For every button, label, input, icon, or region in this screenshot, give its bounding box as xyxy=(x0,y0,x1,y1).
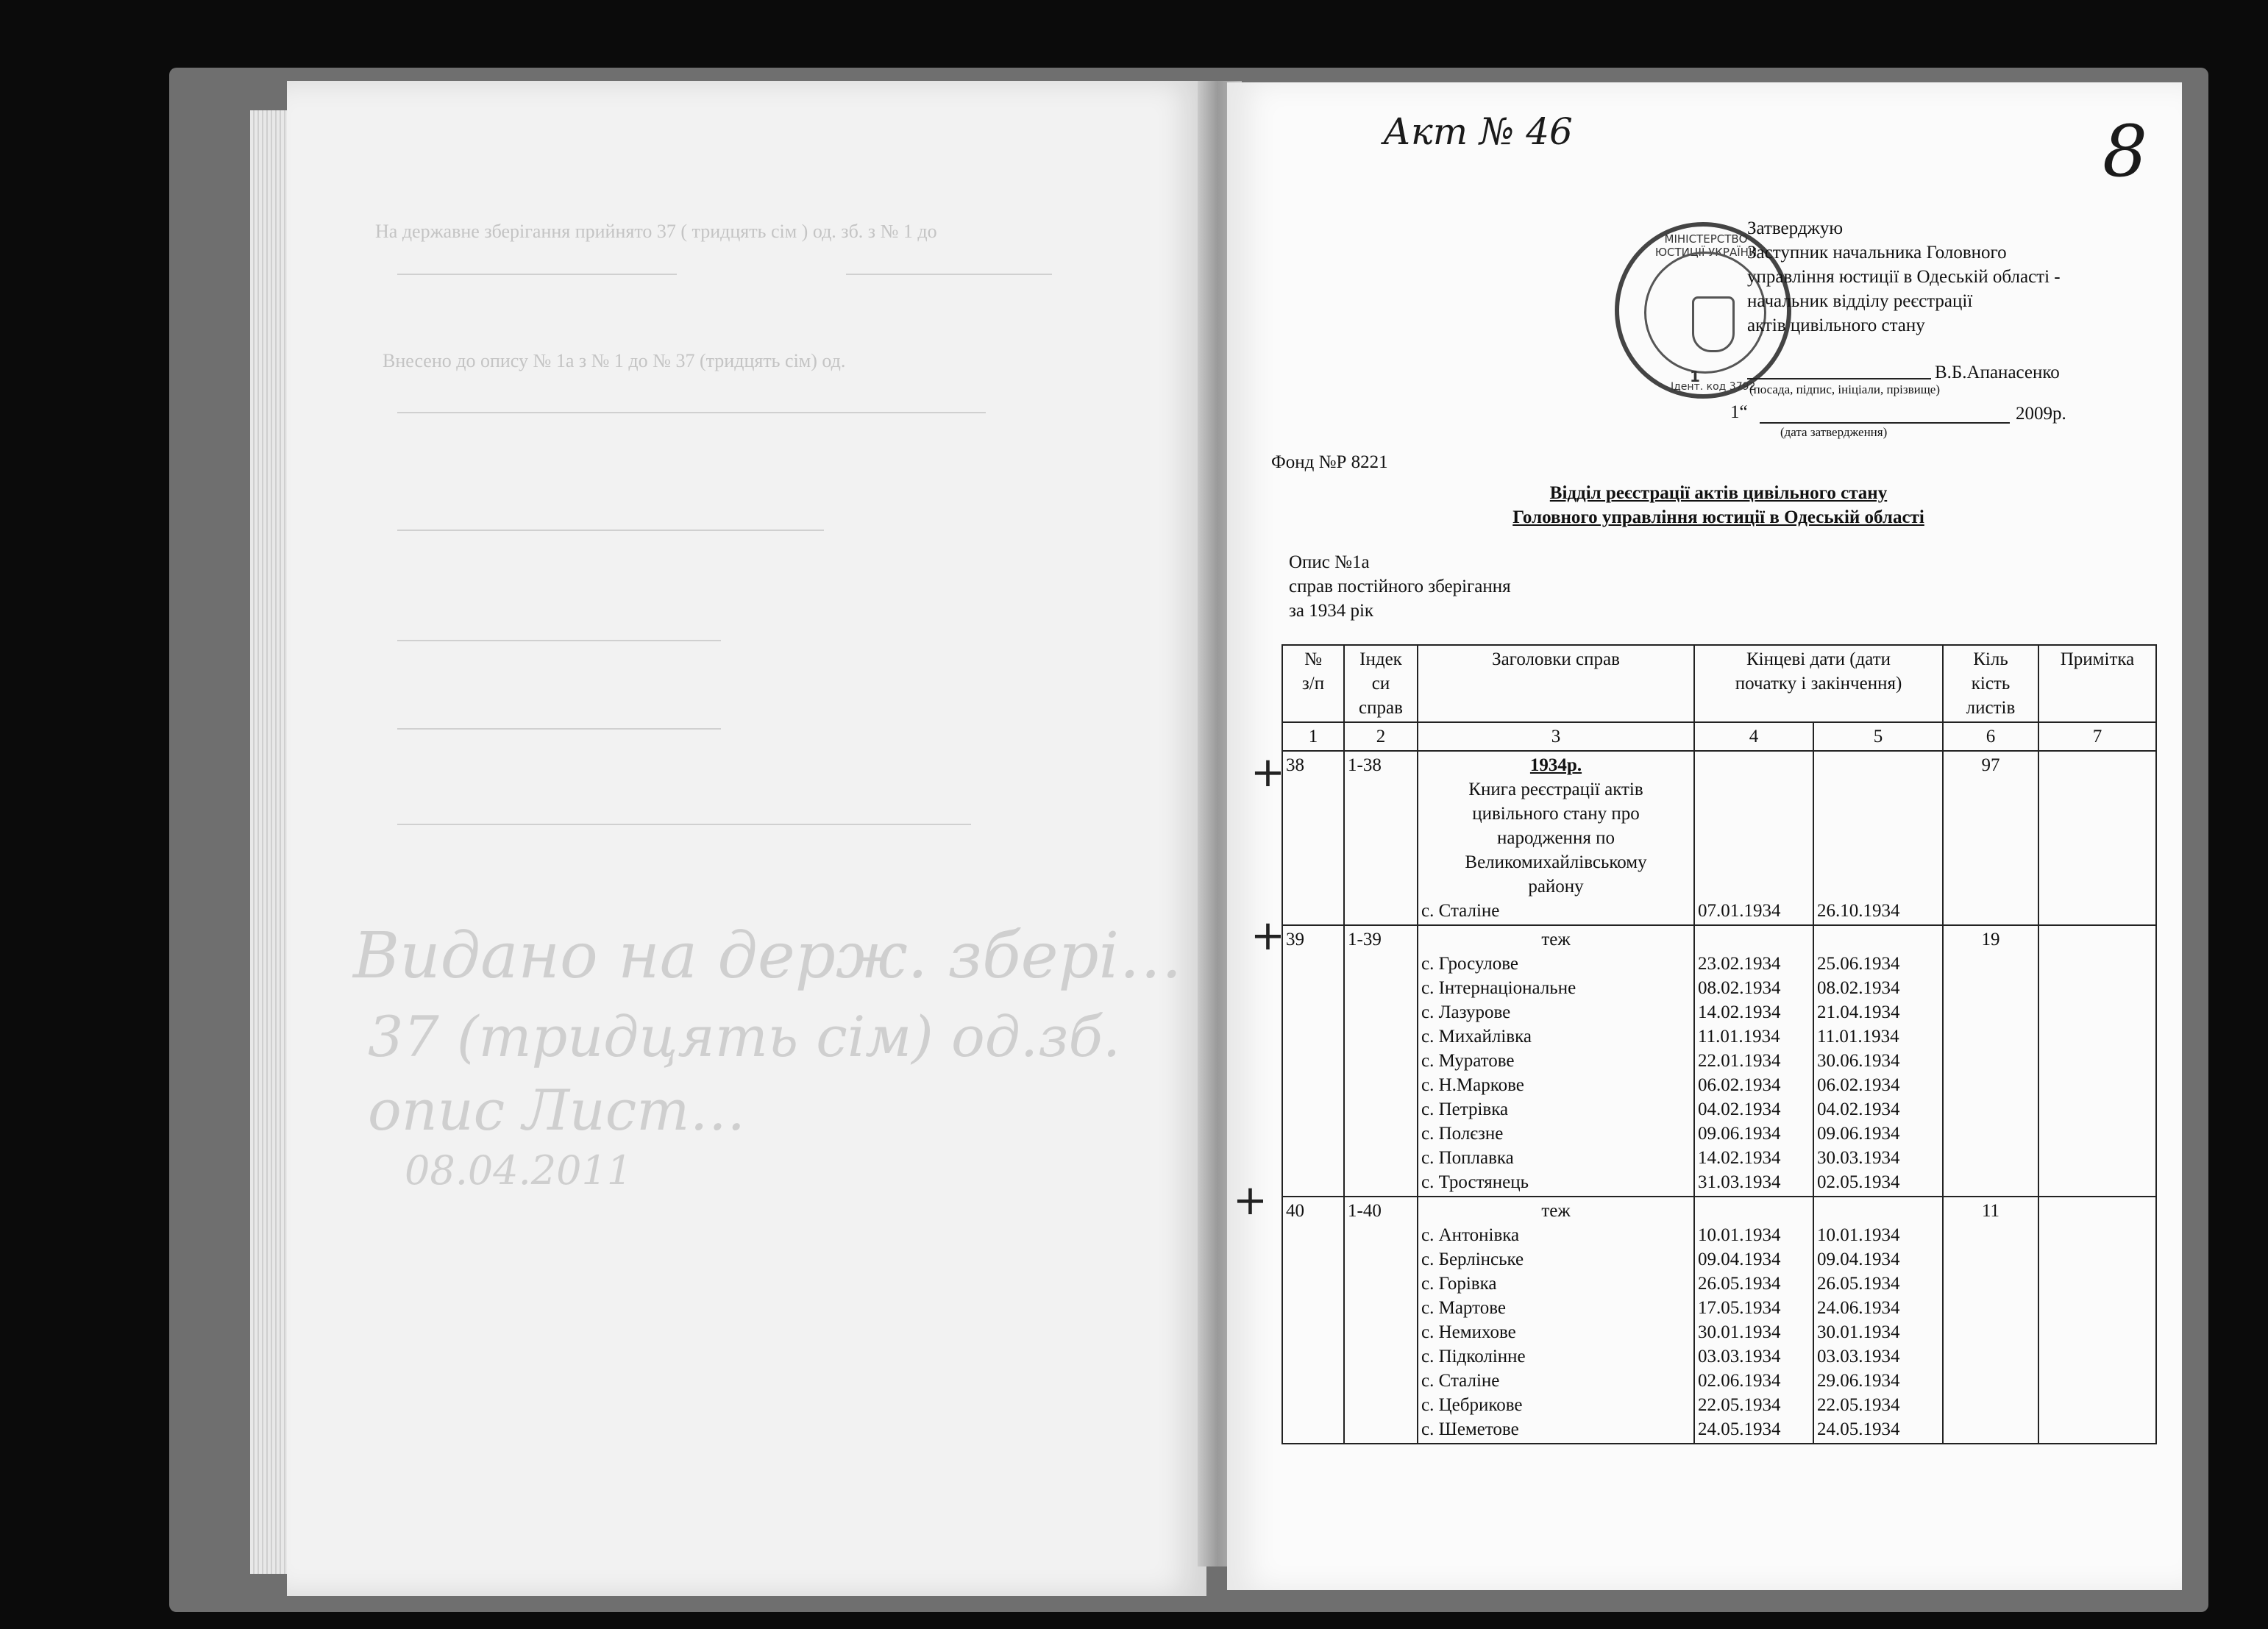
end-date xyxy=(1813,751,1943,925)
faint-rule xyxy=(397,728,721,730)
case-title xyxy=(1418,1197,1694,1444)
approval-line-2: Заступник начальника Головного xyxy=(1747,243,2007,263)
end-date-value: 26.05.1934 xyxy=(1817,1274,1900,1294)
start-date-value: 22.01.1934 xyxy=(1698,1051,1781,1071)
opis-year: за 1934 рік xyxy=(1289,601,1374,621)
table-row xyxy=(1282,925,2156,1197)
sheet-count: 97 xyxy=(1943,751,2038,925)
handwritten-page-number: 8 xyxy=(2102,110,2148,193)
case-year: 1934р. xyxy=(1529,755,1582,775)
margin-check-mark: + xyxy=(1251,749,1285,796)
header-index-line: Індек xyxy=(1359,649,1402,669)
column-number: 1 xyxy=(1282,722,1344,751)
header-index-line: справ xyxy=(1359,698,1403,718)
sheet-count: 19 xyxy=(1943,925,2038,1197)
left-page xyxy=(287,81,1206,1596)
header-sheets-line: кість xyxy=(1971,674,2011,694)
department-title-1: Відділ реєстрації актів цивільного стану xyxy=(1549,483,1888,503)
department-title-2: Головного управління юстиції в Одеській області xyxy=(1512,507,1924,527)
header-sheets-line: листів xyxy=(1966,698,2016,718)
start-date-value: 31.03.1934 xyxy=(1698,1172,1781,1192)
start-date-value: 06.02.1934 xyxy=(1698,1075,1781,1095)
start-date-value: 26.05.1934 xyxy=(1698,1274,1781,1294)
case-title-line: району xyxy=(1528,877,1584,897)
case-title-line: теж xyxy=(1541,1201,1571,1221)
start-date-value: 04.02.1934 xyxy=(1698,1099,1781,1119)
end-date-value: 04.02.1934 xyxy=(1817,1099,1900,1119)
start-date xyxy=(1694,925,1813,1197)
village-name: с. Муратове xyxy=(1421,1051,1515,1071)
approval-line-3: управління юстиції в Одеській області - xyxy=(1747,267,2061,287)
end-date-value: 30.01.1934 xyxy=(1817,1322,1900,1342)
faint-rule xyxy=(397,824,971,825)
opis-number: Опис №1а xyxy=(1289,552,1370,572)
header-title: Заголовки справ xyxy=(1418,645,1694,722)
faint-handwriting-3: опис Лист… xyxy=(368,1077,746,1143)
end-date-value: 30.03.1934 xyxy=(1817,1148,1900,1168)
table-header-row xyxy=(1282,645,2156,722)
start-date-value: 10.01.1934 xyxy=(1698,1225,1781,1245)
start-date-value: 17.05.1934 xyxy=(1698,1298,1781,1318)
approver-name: В.Б.Апанасенко xyxy=(1935,363,2060,382)
start-date-value: 14.02.1934 xyxy=(1698,1002,1781,1022)
case-note xyxy=(2038,925,2156,1197)
faint-handwriting-4: 08.04.2011 xyxy=(405,1147,633,1194)
fond-number: Фонд №Р 8221 xyxy=(1271,452,1388,472)
end-date-value: 03.03.1934 xyxy=(1817,1347,1900,1366)
header-sheets-line: Кіль xyxy=(1973,649,2008,669)
header-dates xyxy=(1694,645,1943,722)
case-title-line: Книга реєстрації актів xyxy=(1468,780,1643,799)
end-date-value: 08.02.1934 xyxy=(1817,978,1900,998)
village-name: с. Шеметове xyxy=(1421,1419,1519,1439)
faint-rule xyxy=(397,412,986,413)
start-date-value: 22.05.1934 xyxy=(1698,1395,1781,1415)
column-number-row xyxy=(1282,722,2156,751)
case-note xyxy=(2038,1197,2156,1444)
seal-code: Ідент. код 3792 xyxy=(1671,381,1756,393)
end-date-value: 11.01.1934 xyxy=(1817,1027,1899,1047)
end-date-value: 24.05.1934 xyxy=(1817,1419,1900,1439)
header-dates-line: Кінцеві дати (дати xyxy=(1746,649,1891,669)
seal-number: 1 xyxy=(1690,368,1700,385)
case-number: 39 xyxy=(1282,925,1344,1197)
end-date-value: 09.06.1934 xyxy=(1817,1124,1900,1144)
village-name: с. Полєзне xyxy=(1421,1124,1504,1144)
start-date-value: 24.05.1934 xyxy=(1698,1419,1781,1439)
case-note xyxy=(2038,751,2156,925)
table-row xyxy=(1282,1197,2156,1444)
village-name: с. Михайлівка xyxy=(1421,1027,1532,1047)
approval-line-4: начальник відділу реєстрації xyxy=(1747,291,1973,311)
header-note: Примітка xyxy=(2038,645,2156,722)
case-index: 1-39 xyxy=(1344,925,1418,1197)
column-number: 3 xyxy=(1418,722,1694,751)
village-name: с. Тростянець xyxy=(1421,1172,1529,1192)
village-name: с. Гросулове xyxy=(1421,954,1518,974)
header-num xyxy=(1282,645,1344,722)
end-date-value: 24.06.1934 xyxy=(1817,1298,1900,1318)
village-name: с. Антонівка xyxy=(1421,1225,1520,1245)
approval-date-year: 2009р. xyxy=(2016,404,2066,424)
village-name: с. Поплавка xyxy=(1421,1148,1514,1168)
table-row xyxy=(1282,751,2156,925)
case-index: 1-40 xyxy=(1344,1197,1418,1444)
date-caption: (дата затвердження) xyxy=(1780,425,1888,439)
start-date-value: 02.06.1934 xyxy=(1698,1371,1781,1391)
column-number: 6 xyxy=(1943,722,2038,751)
case-number: 40 xyxy=(1282,1197,1344,1444)
approval-line-1: Затверджую xyxy=(1747,218,1843,238)
end-date-value: 09.04.1934 xyxy=(1817,1250,1900,1269)
case-title-line: цивільного стану про xyxy=(1472,804,1640,824)
margin-check-mark: + xyxy=(1233,1177,1268,1225)
end-date-value: 06.02.1934 xyxy=(1817,1075,1900,1095)
signature-caption: (посада, підпис, ініціали, прізвище) xyxy=(1749,382,1940,396)
column-number: 2 xyxy=(1344,722,1418,751)
faint-rule xyxy=(397,274,677,275)
end-date xyxy=(1813,925,1943,1197)
faint-bleed-line-1: На державне зберігання прийнято 37 ( тридцять сім ) од. зб. з № 1 до xyxy=(375,221,937,242)
start-date-value: 09.04.1934 xyxy=(1698,1250,1781,1269)
faint-handwriting-1: Видано на держ. збері… xyxy=(353,919,1183,993)
case-title-line: Великомихайлівському xyxy=(1465,852,1647,872)
header-num-line: № xyxy=(1304,649,1322,669)
start-date xyxy=(1694,751,1813,925)
village-name: с. Підколінне xyxy=(1421,1347,1526,1366)
end-date-value: 21.04.1934 xyxy=(1817,1002,1900,1022)
column-number: 4 xyxy=(1694,722,1813,751)
end-date-value: 22.05.1934 xyxy=(1817,1395,1900,1415)
seal-outer-text: МІНІСТЕРСТВО ЮСТИЦІЇ УКРАЇНИ xyxy=(1654,232,1757,259)
header-num-line: з/п xyxy=(1301,674,1325,694)
faint-handwriting-2: 37 (тридцять сім) од.зб. xyxy=(368,1004,1121,1069)
register-table xyxy=(1281,644,2157,1444)
start-date-value: 11.01.1934 xyxy=(1698,1027,1780,1047)
handwritten-act-number: Акт № 46 xyxy=(1383,110,1573,153)
end-date-value: 25.06.1934 xyxy=(1817,954,1900,974)
column-number: 7 xyxy=(2038,722,2156,751)
trident-emblem-icon xyxy=(1692,296,1735,352)
header-sheets xyxy=(1943,645,2038,722)
start-date-value: 03.03.1934 xyxy=(1698,1347,1781,1366)
approval-date-prefix: 1“ xyxy=(1730,402,1748,422)
date-line xyxy=(1760,422,2010,424)
margin-check-mark: + xyxy=(1251,912,1285,960)
village-name: с. Інтернаціональне xyxy=(1421,978,1576,998)
signature-line xyxy=(1747,378,1931,379)
case-title-line: теж xyxy=(1541,930,1571,949)
column-number: 5 xyxy=(1813,722,1943,751)
start-date-value: 09.06.1934 xyxy=(1698,1124,1781,1144)
faint-bleed-line-2: Внесено до опису № 1а з № 1 до № 37 (тридцять сім) од. xyxy=(383,350,846,371)
case-title xyxy=(1418,925,1694,1197)
start-date-value: 08.02.1934 xyxy=(1698,978,1781,998)
village-name: с. Сталіне xyxy=(1421,901,1500,921)
end-date-value: 26.10.1934 xyxy=(1817,901,1900,921)
header-index-line: си xyxy=(1371,674,1390,694)
village-name: с. Берлінське xyxy=(1421,1250,1524,1269)
start-date-value: 23.02.1934 xyxy=(1698,954,1781,974)
end-date-value: 30.06.1934 xyxy=(1817,1051,1900,1071)
faint-rule xyxy=(846,274,1052,275)
faint-rule xyxy=(397,640,721,641)
village-name: с. Н.Маркове xyxy=(1421,1075,1524,1095)
sheet-count: 11 xyxy=(1943,1197,2038,1444)
header-dates-line: початку і закінчення) xyxy=(1735,674,1902,694)
end-date-value: 02.05.1934 xyxy=(1817,1172,1900,1192)
faint-rule xyxy=(397,530,824,531)
case-title xyxy=(1418,751,1694,925)
village-name: с. Цебрикове xyxy=(1421,1395,1523,1415)
village-name: с. Немихове xyxy=(1421,1322,1516,1342)
case-index: 1-38 xyxy=(1344,751,1418,925)
start-date-value: 14.02.1934 xyxy=(1698,1148,1781,1168)
register-body xyxy=(1282,751,2156,1444)
end-date-value: 29.06.1934 xyxy=(1817,1371,1900,1391)
village-name: с. Лазурове xyxy=(1421,1002,1511,1022)
end-date xyxy=(1813,1197,1943,1444)
end-date-value: 10.01.1934 xyxy=(1817,1225,1900,1245)
start-date-value: 07.01.1934 xyxy=(1698,901,1781,921)
case-title-line: народження по xyxy=(1497,828,1615,848)
start-date xyxy=(1694,1197,1813,1444)
opis-subtitle: справ постійного зберігання xyxy=(1289,577,1511,596)
village-name: с. Горівка xyxy=(1421,1274,1497,1294)
village-name: с. Петрівка xyxy=(1421,1099,1509,1119)
header-index xyxy=(1344,645,1418,722)
village-name: с. Сталіне xyxy=(1421,1371,1500,1391)
approval-line-5: актів цивільного стану xyxy=(1747,316,1925,335)
village-name: с. Мартове xyxy=(1421,1298,1506,1318)
case-number: 38 xyxy=(1282,751,1344,925)
start-date-value: 30.01.1934 xyxy=(1698,1322,1781,1342)
